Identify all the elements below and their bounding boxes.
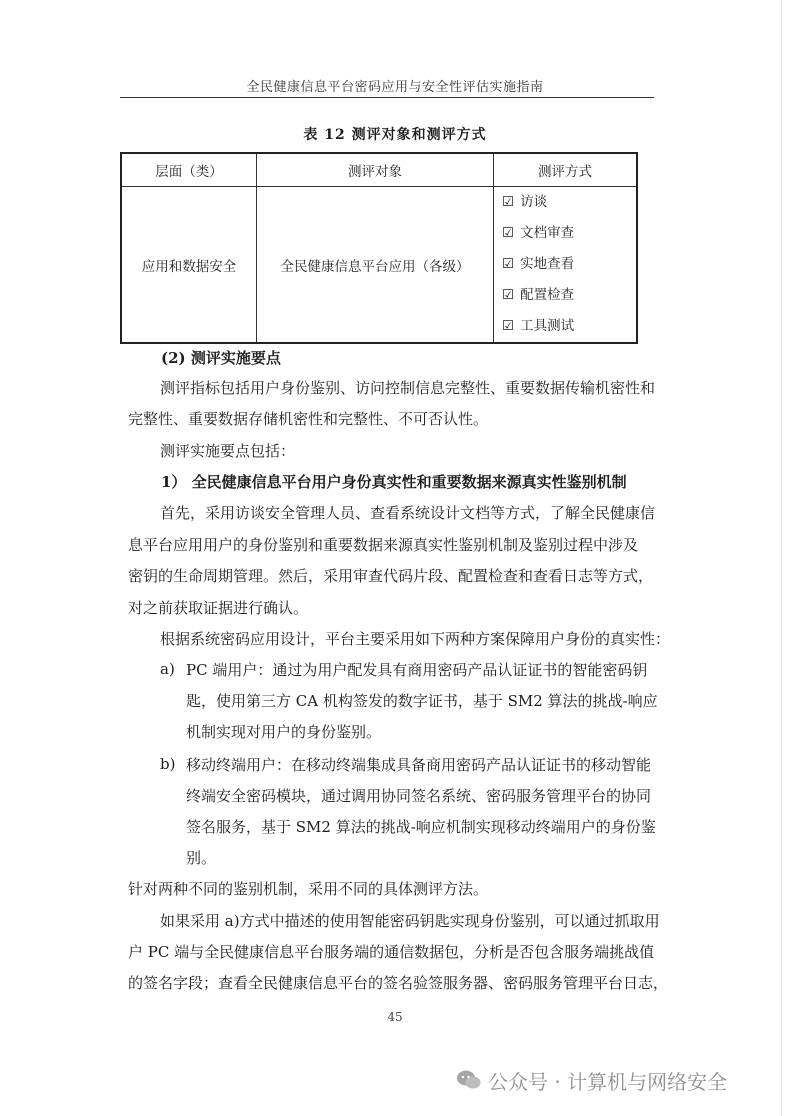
method-label: 实地查看	[520, 256, 575, 272]
list-item-line: 别。	[186, 849, 217, 867]
method-item	[502, 187, 636, 218]
paragraph-line: 密钥的生命周期管理。然后，采用审查代码片段、配置检查和查看日志等方式，	[128, 567, 654, 585]
section-heading: (2) 测评实施要点	[161, 349, 281, 367]
method-label: 工具测试	[520, 318, 575, 334]
paragraph-line: 对之前获取证据进行确认。	[128, 599, 309, 617]
page-number: 45	[387, 1010, 403, 1024]
paragraph-line: 完整性、重要数据存储机密性和完整性、不可否认性。	[128, 410, 489, 428]
paragraph-line: 息平台应用用户的身份鉴别和重要数据来源真实性鉴别机制及鉴别过程中涉及	[128, 536, 639, 554]
list-item-line: 机制实现对用户的身份鉴别。	[186, 723, 382, 741]
paragraph-line: 测评实施要点包括：	[160, 442, 296, 460]
method-item	[502, 218, 636, 249]
method-item	[502, 249, 636, 280]
evaluation-table	[120, 152, 638, 344]
list-item-line: 移动终端用户：在移动终端集成具备商用密码产品认证证书的移动智能	[186, 756, 652, 774]
list-item-line: 签名服务，基于 SM2 算法的挑战-响应机制实现移动终端用户的身份鉴	[186, 818, 656, 836]
method-label: 配置检查	[520, 287, 575, 303]
method-label: 访谈	[520, 194, 548, 210]
paragraph-line: 的签名字段；查看全民健康信息平台的签名验签服务器、密码服务管理平台日志，	[128, 974, 669, 992]
checkbox-checked-icon: ☑	[502, 287, 515, 303]
paragraph-line: 针对两种不同的鉴别机制，采用不同的具体测评方法。	[128, 880, 489, 898]
running-header: 全民健康信息平台密码应用与安全性评估实施指南	[246, 80, 544, 95]
watermark-text: 公众号 · 计算机与网络安全	[488, 1070, 728, 1094]
paragraph-line: 测评指标包括用户身份鉴别、访问控制信息完整性、重要数据传输机密性和	[160, 379, 656, 397]
checkbox-checked-icon: ☑	[502, 194, 515, 210]
checkbox-checked-icon: ☑	[502, 318, 515, 334]
wechat-icon	[455, 1068, 483, 1092]
list-label: a)	[160, 660, 175, 678]
list-item-line: 匙，使用第三方 CA 机构签发的数字证书，基于 SM2 算法的挑战-响应	[186, 692, 658, 710]
subheading: 1） 全民健康信息平台用户身份真实性和重要数据来源真实性鉴别机制	[161, 473, 627, 491]
table-cell-methods	[494, 187, 638, 344]
method-label: 文档审查	[520, 225, 575, 241]
paragraph-line: 如果采用 a)方式中描述的使用智能密码钥匙实现身份鉴别，可以通过抓取用	[160, 912, 660, 930]
header-rule	[120, 97, 654, 98]
checkbox-checked-icon: ☑	[502, 256, 515, 272]
page-edge	[781, 0, 782, 1116]
table-cell-object: 全民健康信息平台应用（各级）	[257, 187, 494, 344]
table-header-cell: 层面（类）	[121, 153, 257, 187]
list-item-line: PC 端用户：通过为用户配发具有商用密码产品认证证书的智能密码钥	[186, 661, 648, 679]
checkbox-checked-icon: ☑	[502, 225, 515, 241]
table-cell-layer: 应用和数据安全	[121, 187, 257, 344]
table-header-cell: 测评对象	[257, 153, 494, 187]
table-caption: 表 12 测评对象和测评方式	[303, 127, 487, 143]
table-header-row	[121, 153, 637, 187]
paragraph-line: 户 PC 端与全民健康信息平台服务端的通信数据包，分析是否包含服务端挑战值	[128, 943, 655, 961]
method-item	[502, 280, 636, 311]
list-item-line: 终端安全密码模块，通过调用协同签名系统、密码服务管理平台的协同	[186, 787, 652, 805]
paragraph-line: 根据系统密码应用设计，平台主要采用如下两种方案保障用户身份的真实性：	[160, 630, 671, 648]
table-row	[121, 187, 637, 344]
method-item	[502, 311, 636, 342]
list-label: b)	[160, 755, 176, 773]
paragraph-line: 首先，采用访谈安全管理人员、查看系统设计文档等方式，了解全民健康信	[160, 504, 656, 522]
table-header-cell: 测评方式	[494, 153, 638, 187]
